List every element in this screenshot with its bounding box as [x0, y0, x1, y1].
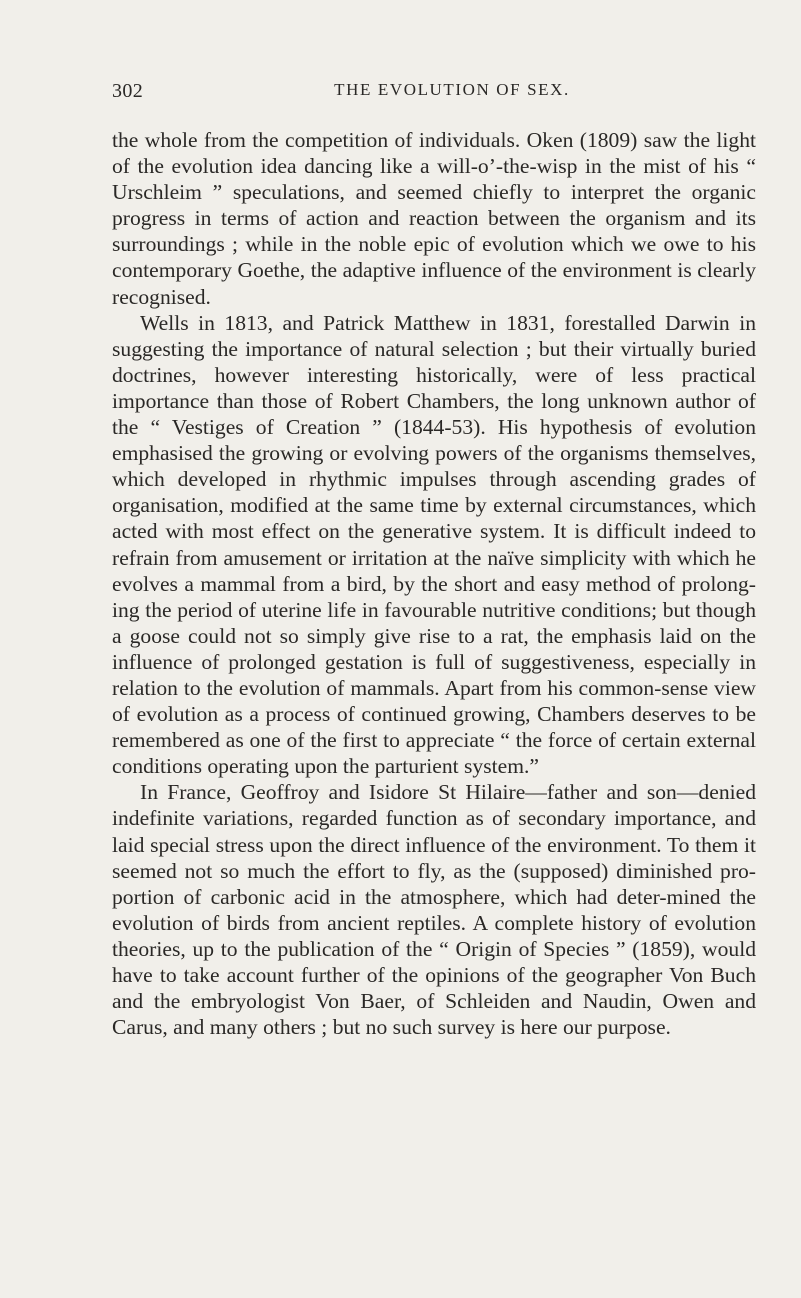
page-number: 302 — [112, 80, 144, 102]
paragraph-continuation: the whole from the competition of individuals. Oken (1809) saw the light of the evolution idea dancing like a will-o’-the-wisp in the mist of his “ Urschleim ” speculations, and seemed chiefly to interpret the organic progress in terms of action and reaction between the organism and its surroundings ; while in the noble epic of evolution which we owe to his contemporary Goethe, the adaptive influence of the environment is clearly recognised. — [112, 128, 756, 309]
body-text — [112, 127, 756, 1040]
paragraph-france-st-hilaire: In France, Geoffroy and Isidore St Hilaire—father and son—denied indefinite variations, regarded function as of secondary importance, and laid special stress upon the direct influence of the environment. To them it seemed not so much the effort to fly, as the (supposed) diminished pro-portion of carbonic acid in the atmosphere, which had deter-mined the evolution of birds from ancient reptiles. A complete history of evolution theories, up to the publication of the “ Origin of Species ” (1859), would have to take account further of the opinions of the geographer Von Buch and the embryologist Von Baer, of Schleiden and Naudin, Owen and Carus, and many others ; but no such survey is here our purpose. — [112, 780, 756, 1040]
paragraph-wells-chambers: Wells in 1813, and Patrick Matthew in 1831, forestalled Darwin in suggesting the importance of natural selection ; but their virtually buried doctrines, however interesting historically, were of less practical importance than those of Robert Chambers, the long unknown author of the “ Vestiges of Creation ” (1844-53). His hypothesis of evolution emphasised the growing or evolving powers of the organisms themselves, which developed in rhythmic impulses through ascending grades of organisation, modified at the same time by external circumstances, which acted with most effect on the generative system. It is difficult indeed to refrain from amusement or irritation at the naïve simplicity with which he evolves a mammal from a bird, by the short and easy method of prolong-ing the period of uterine life in favourable nutritive conditions; but though a goose could not so simply give rise to a rat, the emphasis laid on the influence of prolonged gestation is full of suggestiveness, especially in relation to the evolution of mammals. Apart from his common-sense view of evolution as a process of continued growing, Chambers deserves to be remembered as one of the first to appreciate “ the force of certain external conditions operating upon the parturient system.” — [112, 310, 756, 779]
running-head — [112, 80, 752, 110]
running-title: THE EVOLUTION OF SEX. — [334, 80, 570, 99]
